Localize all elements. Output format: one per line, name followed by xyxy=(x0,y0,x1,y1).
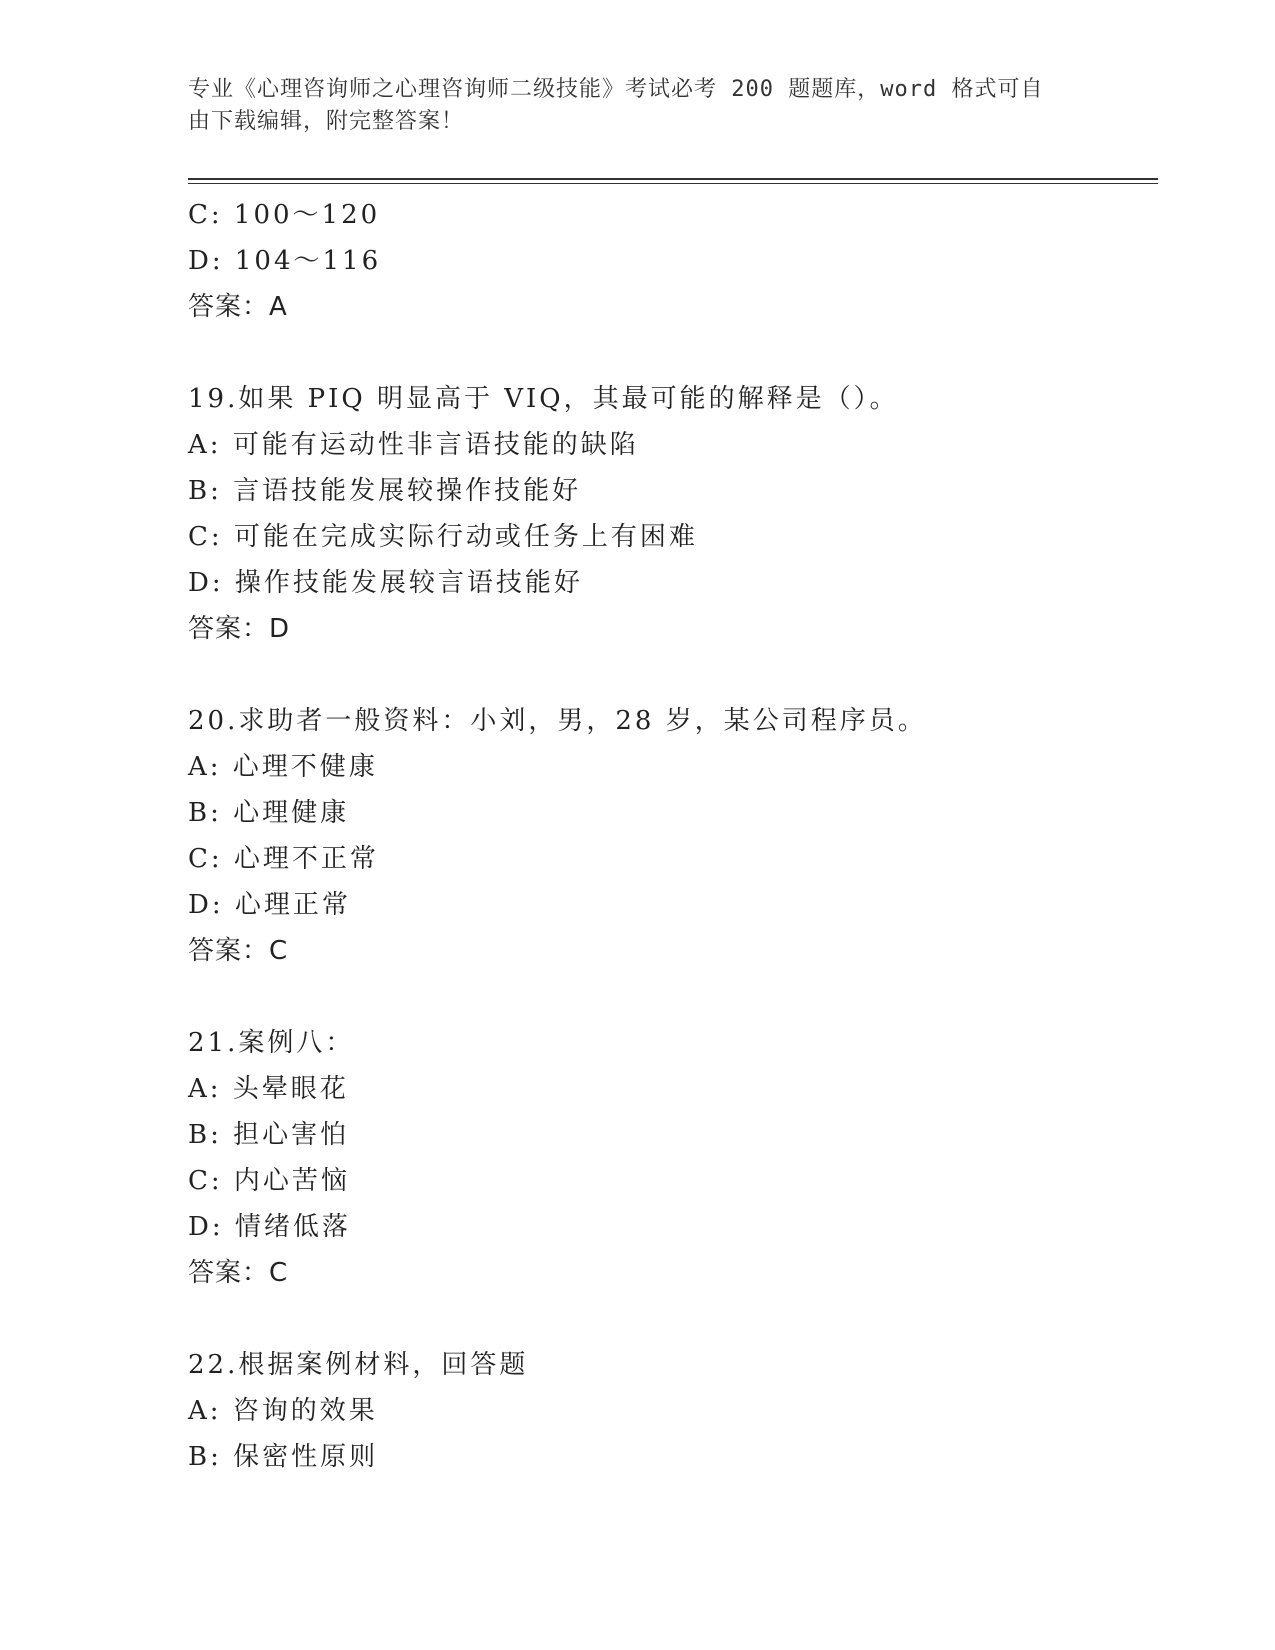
spacer xyxy=(188,974,1168,1020)
option-a: A: 头晕眼花 xyxy=(188,1074,349,1104)
option-b: B: 保密性原则 xyxy=(188,1442,379,1472)
question-19 xyxy=(188,376,1168,652)
spacer xyxy=(188,1296,1168,1342)
option-a: A: 心理不健康 xyxy=(188,752,378,782)
option-c: C: 心理不正常 xyxy=(188,844,379,874)
spacer xyxy=(188,330,1168,376)
question-22 xyxy=(188,1342,1168,1480)
previous-question-tail xyxy=(188,192,1168,330)
option-d: D: 104～116 xyxy=(188,246,382,276)
option-c: C: 可能在完成实际行动或任务上有困难 xyxy=(188,522,698,552)
option-d: D: 心理正常 xyxy=(188,890,351,920)
document-header xyxy=(188,74,1068,138)
question-stem: 21.案例八： xyxy=(188,1028,355,1058)
header-line-2: 由下载编辑，附完整答案！ xyxy=(188,109,465,134)
option-b: B: 言语技能发展较操作技能好 xyxy=(188,476,582,506)
question-stem: 19.如果 PIQ 明显高于 VIQ，其最可能的解释是（）。 xyxy=(188,384,899,414)
question-stem: 20.求助者一般资料：小刘，男，28 岁，某公司程序员。 xyxy=(188,706,927,736)
option-c: C: 100～120 xyxy=(188,200,381,230)
option-a: A: 咨询的效果 xyxy=(188,1396,378,1426)
option-d: D: 情绪低落 xyxy=(188,1212,351,1242)
option-b: B: 心理健康 xyxy=(188,798,350,828)
answer: 答案：D xyxy=(188,614,291,644)
header-line-1: 专业《心理咨询师之心理咨询师二级技能》考试必考 200 题题库，word 格式可自 xyxy=(188,77,1044,102)
question-stem: 22.根据案例材料，回答题 xyxy=(188,1350,529,1380)
answer: 答案：C xyxy=(188,1258,289,1288)
header-rule-thick xyxy=(188,178,1158,180)
answer: 答案：C xyxy=(188,936,289,966)
question-21 xyxy=(188,1020,1168,1296)
header-rule-thin xyxy=(188,183,1158,184)
option-a: A: 可能有运动性非言语技能的缺陷 xyxy=(188,430,639,460)
spacer xyxy=(188,652,1168,698)
option-c: C: 内心苦恼 xyxy=(188,1166,350,1196)
question-20 xyxy=(188,698,1168,974)
answer: 答案：A xyxy=(188,292,288,322)
question-content xyxy=(188,192,1168,1480)
option-b: B: 担心害怕 xyxy=(188,1120,350,1150)
option-d: D: 操作技能发展较言语技能好 xyxy=(188,568,583,598)
